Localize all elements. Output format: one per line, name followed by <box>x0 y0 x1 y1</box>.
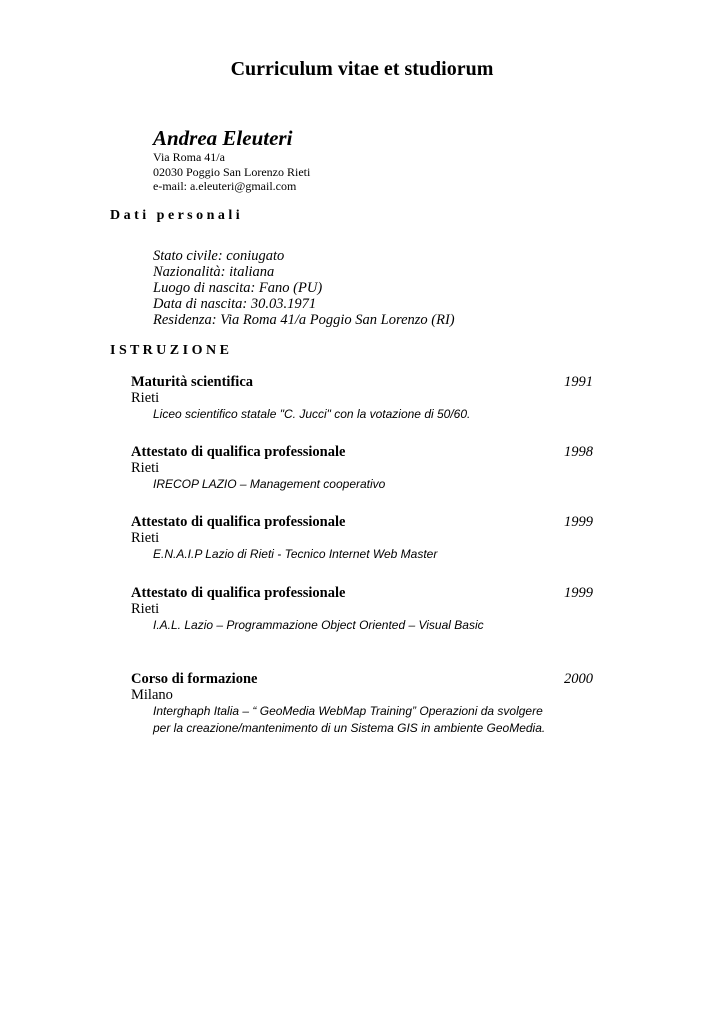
personal-birthdate: Data di nascita: 30.03.1971 <box>153 296 317 312</box>
education-entry-title: Maturità scientifica <box>131 374 254 390</box>
education-entry-place: Rieti <box>131 601 160 617</box>
education-entry-title: Attestato di qualifica professionale <box>131 585 346 601</box>
personal-nationality: Nazionalità: italiana <box>153 264 275 280</box>
education-entry-year: 1999 <box>564 585 593 601</box>
education-entry-description: per la creazione/mantenimento di un Sistema GIS in ambiente GeoMedia. <box>153 721 546 735</box>
document-title: Curriculum vitae et studiorum <box>230 58 494 80</box>
education-entry-description: IRECOP LAZIO – Management cooperativo <box>153 477 386 491</box>
person-name: Andrea Eleuteri <box>153 126 293 150</box>
education-entry-place: Rieti <box>131 390 160 406</box>
education-entry-description: I.A.L. Lazio – Programmazione Object Oriented – Visual Basic <box>153 618 484 632</box>
personal-residence: Residenza: Via Roma 41/a Poggio San Lorenzo (RI) <box>153 312 455 328</box>
email-line: e-mail: a.eleuteri@gmail.com <box>153 179 297 193</box>
education-entry-description: Liceo scientifico statale "C. Jucci" con la votazione di 50/60. <box>153 407 471 421</box>
education-entry-title: Corso di formazione <box>131 671 258 687</box>
education-entry-year: 1991 <box>564 374 593 390</box>
education-entry-title: Attestato di qualifica professionale <box>131 514 346 530</box>
personal-section-heading: D a t i p e r s o n a l i <box>110 208 240 223</box>
education-entry-title: Attestato di qualifica professionale <box>131 444 346 460</box>
education-entry-description: Interghaph Italia – “ GeoMedia WebMap Training” Operazioni da svolgere <box>153 704 543 718</box>
education-entry-year: 2000 <box>564 671 593 687</box>
address-line-2: 02030 Poggio San Lorenzo Rieti <box>153 165 311 179</box>
education-entry-year: 1998 <box>564 444 593 460</box>
education-section-heading: I S T R U Z I O N E <box>110 343 229 358</box>
education-entry-place: Milano <box>131 687 173 703</box>
education-entry-place: Rieti <box>131 530 160 546</box>
personal-birthplace: Luogo di nascita: Fano (PU) <box>153 280 323 296</box>
education-entry-place: Rieti <box>131 460 160 476</box>
education-entry-year: 1999 <box>564 514 593 530</box>
personal-marital-status: Stato civile: coniugato <box>153 248 285 264</box>
education-entry-description: E.N.A.I.P Lazio di Rieti - Tecnico Internet Web Master <box>153 547 438 561</box>
address-line-1: Via Roma 41/a <box>153 150 225 164</box>
